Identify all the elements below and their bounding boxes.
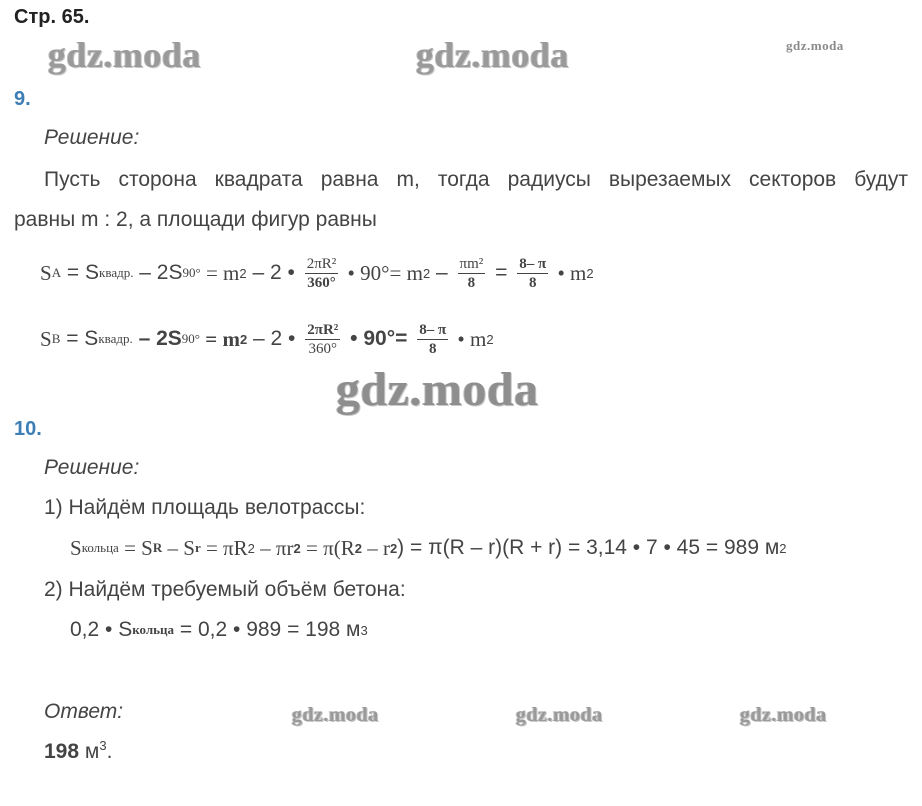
watermark: gdz.moda [786, 38, 844, 53]
formula-sa: S A = S квадр. – 2S 90° = m 2 – 2 • $\frac{\text{2πR²}}{360^\circ}$ • 90°= m 2 – $\frac{\text{πm²}}{8}$ = $\frac{8- \pi}{8}$ • m 2 [40, 255, 594, 291]
page-number: Стр. 65. [14, 6, 90, 28]
fraction: $\frac{8- \pi}{8}$ [519, 255, 547, 291]
watermark: gdz.moda [516, 704, 603, 726]
watermark: gdz.moda [740, 704, 827, 726]
formula-sb: S B = S квадр. – 2S 90° = m 2 – 2 • $\frac{\text{2πR²}}{360^\circ}$ • 90°= $\frac{8- \pi}{8}$ • m 2 [40, 321, 494, 357]
task-number-10: 10. [14, 418, 42, 440]
fraction: $\frac{\text{πm²}}{8}$ [459, 255, 484, 291]
paragraph-line: Пусть сторона квадрата равна m, тогда радиусы вырезаемых секторов будут [44, 168, 908, 191]
watermark: gdz.moda [292, 704, 379, 726]
fraction: $\frac{\text{2πR²}}{360^\circ}$ [307, 321, 339, 357]
task-number-9: 9. [14, 88, 31, 110]
fraction: $\frac{\text{2πR²}}{360^\circ}$ [306, 255, 337, 291]
watermark: gdz.moda [336, 363, 539, 416]
paragraph-line: равны m : 2, а площади фигур равны [14, 208, 377, 231]
fraction: $\frac{8- \pi}{8}$ [419, 321, 447, 357]
step-text: 2) Найдём требуемый объём бетона: [44, 578, 406, 601]
formula-ring-area: S кольца = S R – S r = πR 2 – πr 2 = π(R 2 – r 2 ) = π(R – r)(R + r) = 3,14 • 7 • 45 = 989 м 2 [70, 535, 787, 560]
answer-value: 198 $м^3$. [44, 738, 113, 763]
step-text: 1) Найдём площадь велотрассы: [44, 496, 366, 519]
formula-concrete-volume: 0,2 • S кольца = 0,2 • 989 = 198 м 3 [70, 618, 368, 641]
solution-label: Решение: [44, 456, 140, 479]
answer-label: Ответ: [44, 700, 124, 723]
watermark: gdz.moda [416, 35, 570, 75]
watermark: gdz.moda [48, 35, 202, 75]
solution-label: Решение: [44, 126, 140, 149]
